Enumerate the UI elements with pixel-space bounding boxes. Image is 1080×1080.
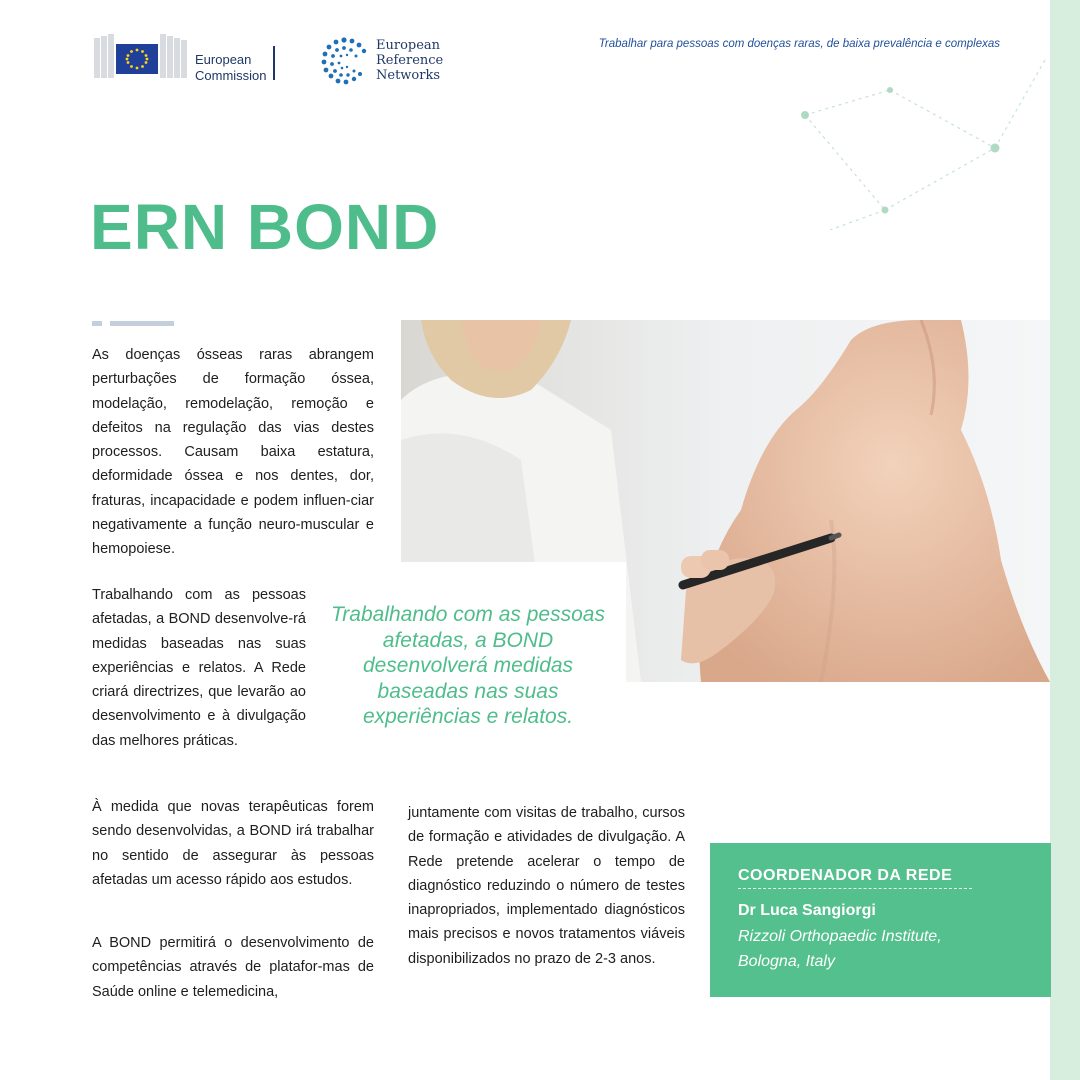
page-title: ERN BOND <box>90 191 440 263</box>
ern-dots-icon <box>320 36 370 86</box>
ern-logo-text: European Reference Networks <box>376 38 444 83</box>
coordinator-box <box>710 843 1051 997</box>
therapies-paragraph: À medida que novas terapêuticas forem sendo desenvolvidas, a BOND irá trabalhar no sentido de assegurar às pessoas afetadas um acesso rápido aos estudos. <box>92 799 374 888</box>
pull-quote: Trabalhando com as pessoas afetadas, a BOND desenvolverá medidas baseadas nas suas experiências e relatos. <box>331 603 605 728</box>
coordinator-heading: COORDENADOR DA REDE <box>738 867 953 884</box>
ec-logo-text: European Commission <box>195 52 267 83</box>
bond-measures-paragraph: Trabalhando com as pessoas afetadas, a BOND desenvolve-rá medidas baseadas nas suas experiências e relatos. A Rede criará directrizes, que levarão ao desenvolvimento e à divulgação das melhores práticas. <box>92 587 306 749</box>
accent-dash <box>92 321 174 326</box>
european-commission-logo <box>92 30 292 82</box>
right-edge-strip <box>1050 0 1080 1080</box>
network-decoration <box>780 60 1050 230</box>
coordinator-separator <box>738 888 972 889</box>
diagnosis-paragraph: juntamente com visitas de trabalho, cursos de formação e atividades de divulgação. A Rede pretende acelerar o tempo de diagnóstico reduzindo o número de testes inapropriados, implementado diagnósticos mais precisos e novos tratamentos viáveis disponibilizados no prazo de 2-3 anos. <box>408 805 685 967</box>
eu-flag-icon <box>92 30 192 82</box>
competencies-paragraph: A BOND permitirá o desenvolvimento de competências através de platafor-mas de Saúde online e telemedicina, <box>92 935 374 1000</box>
coordinator-name: Dr Luca Sangiorgi <box>738 902 876 919</box>
ern-logo <box>320 36 460 88</box>
header-tagline: Trabalhar para pessoas com doenças raras, de baixa prevalência e complexas <box>598 38 1000 50</box>
intro-paragraph: As doenças ósseas raras abrangem perturbações de formação óssea, modelação, remodelação, remoção e defeitos na regulação das vias destes processos. Causam baixa estatura, deformidade óssea e nos dentes, dor, fraturas, incapacidade e podem influen-ciar negativamente a função neuro-muscular e hemopoiese. <box>92 347 374 558</box>
coordinator-institution: Rizzoli Orthopaedic Institute, Bologna, Italy <box>738 928 942 970</box>
logo-divider <box>273 46 275 80</box>
